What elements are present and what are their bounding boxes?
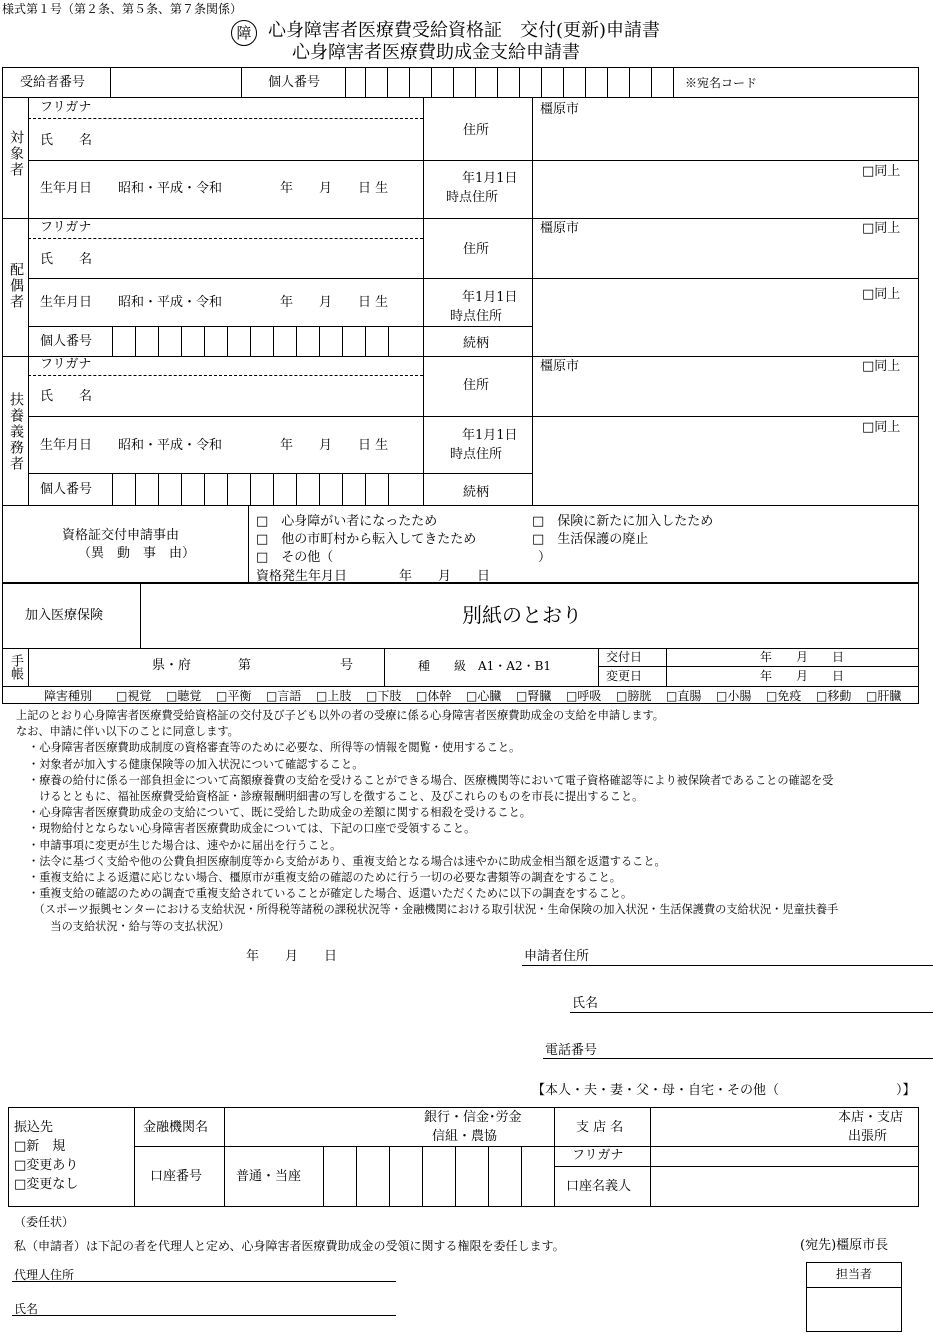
insurance-value: 別紙のとおり (462, 603, 582, 627)
consent-line-1: 上記のとおり心身障害者医療費受給資格証の交付及び子ども以外の者の受療に係る心身障害者医療費助成金の支給を申請します。 (16, 709, 664, 722)
addressee: (宛先)橿原市長 (800, 1238, 889, 1253)
consent-line-7: ・心身障害者医療費助成金の支給について、既に受給した助成金の差額に関する相殺を受けること。 (28, 806, 531, 820)
subject-jan1-label: 年1月1日 (462, 171, 518, 186)
consent-line-4: ・対象者が加入する健康保険等の加入状況について確認すること。 (28, 757, 364, 771)
disability-type-9[interactable]: □腎臓 (516, 689, 552, 703)
disability-type-6[interactable]: □下肢 (366, 689, 402, 703)
consent-line-13: （スポーツ振興センターにおける支給状況・所得税等諸税の課税状況等・金融機関における取引状況・生命保険の加入状況・生活保護費の支給状況・児童扶養手 (28, 903, 839, 917)
branch-label: 支 店 名 (576, 1120, 624, 1135)
disability-type-label: 障害種別 (44, 689, 93, 703)
consent-line-3: ・心身障害者医療費助成制度の資格審査等のために必要な、所得等の情報を閲覧・使用すること。 (28, 741, 521, 755)
disability-type-4[interactable]: □言語 (266, 689, 302, 703)
subject-era-options[interactable]: 昭和・平成・令和 (118, 181, 223, 196)
spouse-birth-label: 生年月日 (40, 295, 93, 310)
subject-furigana-label: フリガナ (40, 100, 92, 115)
agent-name-line[interactable] (12, 1315, 396, 1316)
spouse-relation-label: 続柄 (463, 336, 490, 351)
address-code-label: ※宛名コード (685, 76, 758, 90)
transfer-changed-checkbox[interactable]: □変更あり (14, 1158, 79, 1173)
staff-label: 担当者 (836, 1267, 873, 1281)
handbook-label: 手帳 (8, 654, 23, 680)
disability-type-11[interactable]: □膀胱 (616, 689, 652, 703)
subject-same-checkbox[interactable]: □同上 (862, 164, 901, 179)
spouse-address-label: 住所 (463, 242, 490, 257)
applicant-relation[interactable]: 【本人・夫・妻・父・母・自宅・その他（ ）】 (532, 1083, 916, 1098)
disability-type-7[interactable]: □体幹 (416, 689, 452, 703)
consent-line-2: なお、申請に伴い以下のことに同意します。 (16, 725, 239, 739)
applicant-phone-label: 電話番号 (545, 1043, 598, 1058)
supporter-same-checkbox-2[interactable]: □同上 (862, 420, 901, 435)
application-date[interactable]: 年 月 日 (246, 949, 338, 964)
handbook-number-prefix: 第 (238, 658, 252, 673)
reason-option-other-close: ） (538, 550, 552, 565)
reason-subtitle: （異 動 事 由） (78, 546, 196, 561)
disability-type-14[interactable]: □免疫 (766, 689, 802, 703)
section-supporter: 扶養義務者 (8, 392, 24, 472)
consent-line-11: ・重複支給による返還に応じない場合、橿原市が重複支給の確認のために行う一切の必要な書類等の調査をすること。 (28, 871, 621, 885)
institution-types-b[interactable]: 信組・農協 (432, 1129, 498, 1144)
applicant-name-line[interactable] (570, 1012, 933, 1013)
branch-types-b[interactable]: 出張所 (848, 1129, 888, 1144)
delegation-text: 私（申請者）は下記の者を代理人と定め、心身障害者医療費助成金の受領に関する権限を委任します。 (14, 1239, 565, 1253)
personal-number-label: 個人番号 (268, 75, 321, 90)
spouse-city: 橿原市 (540, 221, 580, 236)
applicant-address-label: 申請者住所 (524, 949, 590, 964)
spouse-name-label: 氏 名 (40, 252, 93, 267)
disability-type-5[interactable]: □上肢 (316, 689, 352, 703)
recipient-number-label: 受給者番号 (20, 75, 86, 90)
supporter-jan1-label: 年1月1日 (462, 428, 518, 443)
subject-address-label: 住所 (463, 123, 490, 138)
applicant-phone-line[interactable] (543, 1058, 933, 1059)
supporter-birth-label: 生年月日 (40, 438, 93, 453)
spouse-jan1-label: 年1月1日 (462, 290, 518, 305)
supporter-address-label: 住所 (463, 378, 490, 393)
reason-option-welfare-end[interactable]: □ 生活保護の廃止 (532, 532, 649, 547)
transfer-nochange-checkbox[interactable]: □変更なし (14, 1177, 79, 1192)
consent-line-5: ・療養の給付に係る一部負担金について高額療養費の支給を受けることができる場合、医療機関等において電子資格確認等により被保険者であることの確認を受 (28, 773, 834, 787)
agent-name-label: 氏名 (14, 1302, 39, 1316)
handbook-prefecture: 県・府 (152, 658, 192, 673)
consent-line-12: ・重複支給の確認のための調査で重複支給されていることが確定した場合、返還いただくために以下の調査をすること。 (28, 887, 633, 901)
spouse-furigana-label: フリガナ (40, 220, 92, 235)
account-holder-label: 口座名義人 (566, 1179, 632, 1194)
supporter-name-label: 氏 名 (40, 389, 93, 404)
disability-type-16[interactable]: □肝臓 (866, 689, 902, 703)
subject-name-label: 氏 名 (40, 133, 93, 148)
disability-type-8[interactable]: □心臓 (466, 689, 502, 703)
supporter-personal-number-label: 個人番号 (40, 482, 93, 497)
disability-type-10[interactable]: □呼吸 (566, 689, 602, 703)
supporter-city: 橿原市 (540, 359, 580, 374)
reason-option-new-insurance[interactable]: □ 保険に新たに加入したため (532, 514, 714, 529)
form-code: 様式第１号（第２条、第５条、第７条関係） (2, 2, 243, 16)
reason-option-moved-in[interactable]: □ 他の市町村から転入してきたため (256, 532, 477, 547)
page-title: 心身障害者医療費受給資格証 交付(更新)申請書 (268, 20, 661, 41)
spouse-same-checkbox-1[interactable]: □同上 (862, 221, 901, 236)
delegation-title: （委任状） (14, 1215, 75, 1229)
agent-address-label: 代理人住所 (14, 1268, 75, 1282)
section-subject: 対象者 (8, 130, 24, 178)
consent-line-9: ・申請事項に変更が生じた場合は、速やかに届出を行うこと。 (28, 838, 342, 852)
consent-text (16, 708, 838, 935)
reason-option-disability[interactable]: □ 心身障がい者になったため (256, 514, 438, 529)
institution-types-a[interactable]: 銀行・信金･労金 (424, 1110, 522, 1125)
supporter-birth-ymd: 年 月 日 生 (280, 438, 389, 453)
supporter-era-options[interactable]: 昭和・平成・令和 (118, 438, 223, 453)
handbook-change-label: 変更日 (606, 669, 643, 683)
consent-line-8: ・現物給付とならない心身障害者医療費助成金については、下記の口座で受領すること。 (28, 822, 476, 836)
account-number-label: 口座番号 (150, 1169, 203, 1184)
supporter-same-checkbox-1[interactable]: □同上 (862, 359, 901, 374)
disability-type-1[interactable]: □視覚 (116, 689, 152, 703)
handbook-issue-label: 交付日 (606, 650, 643, 664)
spouse-jan1-address-label: 時点住所 (450, 309, 503, 324)
reason-title: 資格証交付申請事由 (62, 528, 180, 543)
transfer-new-checkbox[interactable]: □新 規 (14, 1139, 66, 1154)
disability-type-2[interactable]: □聴覚 (166, 689, 202, 703)
handbook-change-date: 年 月 日 (760, 669, 845, 683)
disability-mark: 障 (231, 20, 257, 46)
agent-address-line[interactable] (12, 1281, 396, 1282)
spouse-era-options[interactable]: 昭和・平成・令和 (118, 295, 223, 310)
disability-type-13[interactable]: □小腸 (716, 689, 752, 703)
supporter-jan1-address-label: 時点住所 (450, 447, 503, 462)
disability-type-12[interactable]: □直腸 (666, 689, 702, 703)
supporter-relation-label: 続柄 (463, 485, 490, 500)
insurance-label: 加入医療保険 (25, 608, 104, 623)
spouse-personal-number-label: 個人番号 (40, 334, 93, 349)
subject-city: 橿原市 (540, 102, 580, 117)
institution-label: 金融機関名 (143, 1120, 209, 1135)
handbook-number-suffix: 号 (340, 658, 354, 673)
consent-line-6: けるとともに、福祉医療費受給資格証・診療報酬明細書の写しを徴すること、及びこれらのものを市長に提出すること。 (28, 790, 644, 804)
reason-option-other[interactable]: □ その他（ (256, 550, 334, 565)
consent-line-10: ・法令に基づく支給や他の公費負担医療制度等から支給があり、重複支給となる場合は速やかに助成金相当額を返還すること。 (28, 854, 666, 868)
consent-line-14: 当の支給状況・給与等の支払状況） (28, 919, 230, 933)
page-subtitle: 心身障害者医療費助成金支給申請書 (292, 42, 580, 63)
disability-type-15[interactable]: □移動 (816, 689, 852, 703)
qualification-date: 資格発生年月日 年 月 日 (256, 569, 491, 584)
handbook-grade[interactable]: 種 級 A1・A2・B1 (418, 659, 552, 673)
branch-types-a[interactable]: 本店・支店 (838, 1110, 904, 1125)
subject-birth-ymd: 年 月 日 生 (280, 181, 389, 196)
supporter-furigana-label: フリガナ (40, 357, 92, 372)
account-type-options[interactable]: 普通・当座 (236, 1169, 302, 1184)
subject-jan1-address-label: 時点住所 (446, 190, 499, 205)
section-spouse: 配偶者 (8, 262, 24, 310)
applicant-name-label: 氏名 (572, 996, 599, 1011)
transfer-dest-label: 振込先 (14, 1120, 54, 1135)
handbook-issue-date: 年 月 日 (760, 650, 845, 664)
holder-furigana-label: フリガナ (572, 1148, 624, 1163)
subject-birth-label: 生年月日 (40, 181, 93, 196)
spouse-birth-ymd: 年 月 日 生 (280, 295, 389, 310)
applicant-address-line[interactable] (522, 965, 933, 966)
spouse-same-checkbox-2[interactable]: □同上 (862, 287, 901, 302)
disability-type-3[interactable]: □平衡 (216, 689, 252, 703)
